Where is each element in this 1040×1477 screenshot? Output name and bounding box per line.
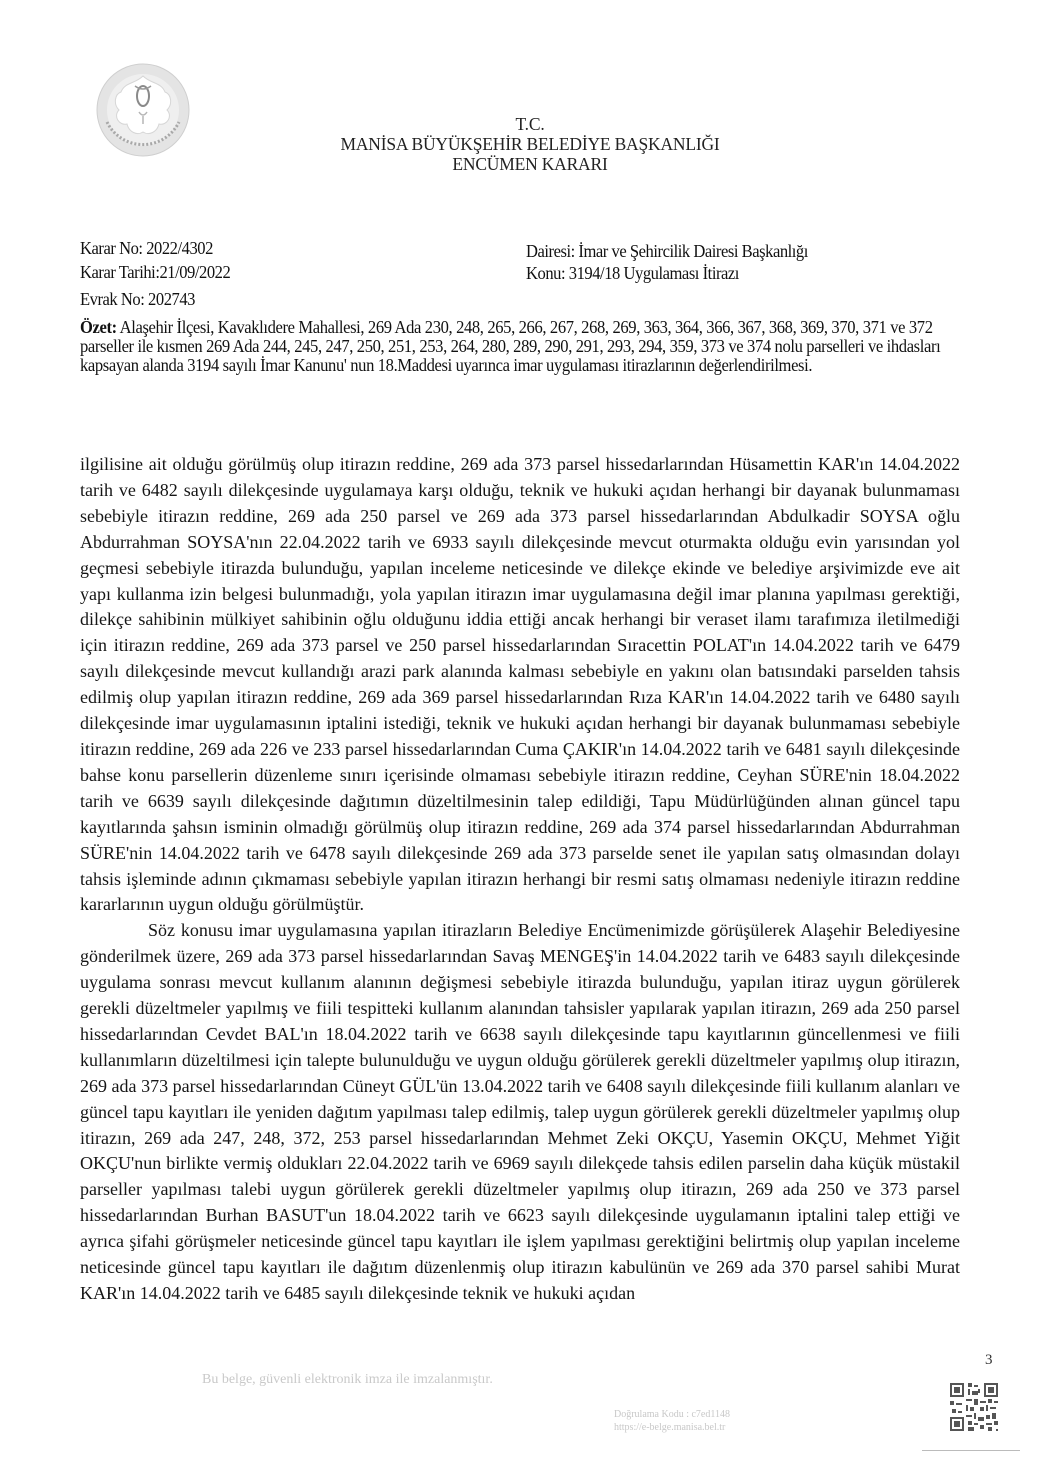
header-institution: MANİSA BÜYÜKŞEHİR BELEDİYE BAŞKANLIĞI [340, 134, 720, 154]
summary-section [80, 318, 959, 375]
decision-date: Karar Tarihi:21/09/2022 [80, 262, 231, 282]
document-body [80, 452, 960, 1307]
header-tc: T.C. [515, 114, 545, 134]
body-paragraph-2: Söz konusu imar uygulamasına yapılan itirazların Belediye Encümenimizde görüşülerek Alaşehir Belediyesine gönderilmek üzere, 269 ada 373 parsel hissedarlarından Savaş MENGEŞ'in 14.04.2022 tarih ve 6483 sayılı dilekçesinde uygulama sonrası mevcut kullanım alanının değişmesi sebebiyle itirazda bulunduğu, yapılan itiraz uygun görülerek gerekli düzeltmeler yapılmış ve fiili tespitteki kullanım alanından tahsisler yapılarak yapılan itirazın, 269 ada 250 parsel hissedarlarından Cevdet BAL'ın 18.04.2022 tarih ve 6638 sayılı dilekçesinde tapu kayıtlarının güncellenmesi ve fiili kullanımların düzeltilmesi için talepte bulunulduğu ve uygun olduğu görülerek gerekli düzeltmeler yapılmış olup itirazın, 269 ada 373 parsel hissedarlarından Cüneyt GÜL'ün 13.04.2022 tarih ve 6408 sayılı dilekçesinde fiili kullanım alanları ve güncel tapu kayıtları ile yeniden dağıtım yapılması talep edilmiş, talep uygun görülerek gerekli düzeltmeler yapılmış olup itirazın, 269 ada 247, 248, 372, 253 parsel hissedarlarından Mehmet Zeki OKÇU, Yasemin OKÇU, Mehmet Yiğit OKÇU'nun birlikte vermiş oldukları 22.04.2022 tarih ve 6969 sayılı dilekçede tahsis edilen parselin daha küçük müstakil parseller yapılması talebi uygun görülerek gerekli düzeltmeler yapılmış olup itirazın, 269 ada 250 ve 373 parsel hissedarlarından Burhan BASUT'un 18.04.2022 tarih ve 6623 sayılı dilekçesinde uygulamanın iptalini talep ettiği ve ayrıca şifahi görüşmeler neticesinde güncel tapu kayıtları ile işlem yapılması gerektiğini belirtmiş olup yapılan inceleme neticesinde güncel tapu kayıtları ile dağıtım düzenlenmiş olup itirazın kabulünün ve 269 ada 370 parsel sahibi Murat KAR'ın 14.04.2022 tarih ve 6485 sayılı dilekçesinde teknik ve hukuki açıdan [80, 920, 960, 1303]
subject: Konu: 3194/18 Uygulaması İtirazı [526, 263, 739, 283]
document-number: Evrak No: 202743 [80, 289, 195, 309]
decision-metadata [80, 236, 230, 311]
municipality-seal-icon [95, 62, 191, 158]
document-header [260, 114, 800, 174]
header-document-type: ENCÜMEN KARARI [452, 154, 608, 174]
decision-number: Karar No: 2022/4302 [80, 238, 213, 258]
summary-label: Özet: [80, 317, 117, 337]
verification-code: Doğrulama Kodu : c7ed1148 [614, 1409, 730, 1420]
qr-underline [922, 1450, 1020, 1451]
qr-code-icon[interactable] [948, 1381, 1000, 1433]
esign-notice: Bu belge, güvenli elektronik imza ile imzalanmıştır. [202, 1372, 493, 1387]
page-number: 3 [985, 1352, 993, 1368]
summary-text: Alaşehir İlçesi, Kavaklıdere Mahallesi, 269 Ada 230, 248, 265, 266, 267, 268, 269, 363, 364, 366, 367, 368, 369, 370, 371 ve 372 parseller ile kısmen 269 Ada 244, 245, 247, 250, 251, 253, 264, 280, 289, 290, 291, 293, 294, 359, 373 ve 374 nolu parselleri ve ihdasları kapsayan alanda 3194 sayılı İmar Kanunu' nun 18.Maddesi uyarınca imar uygulaması itirazlarının değerlendirilmesi. [80, 317, 941, 375]
verification-url[interactable]: https://e-belge.manisa.bel.tr [614, 1422, 726, 1433]
body-paragraph-1: ilgilisine ait olduğu görülmüş olup itirazın reddine, 269 ada 373 parsel hissedarlarından Hüsamettin KAR'ın 14.04.2022 tarih ve 6482 sayılı dilekçesinde uygulamaya karşı olduğu, teknik ve hukuki açıdan herhangi bir dayanak bulunmaması sebebiyle itirazın reddine, 269 ada 250 parsel ve 269 ada 373 parsel hissedarlarından Abdulkadir SOYSA oğlu Abdurrahman SOYSA'nın 22.04.2022 tarih ve 6933 sayılı dilekçesinde mevcut oturmakta olduğu evin yarısından yol geçmesi sebebiyle itirazda bulunduğu, yapılan inceleme neticesinde ve dilekçe ekinde ve belediye arşivimizde eve ait yapı kullanma izin belgesi bulunmadığı, yola yapılan itirazın imar uygulamasına değil imar planına yapılması gerektiği, dilekçe sahibinin mülkiyet sahibinin oğlu olduğunu iddia ettiği ancak herhangi bir veraset ilamı tarafımıza iletilmediği için itirazın reddine, 269 ada 373 parsel ve 250 parsel hissedarlarından Sıracettin POLAT'ın 14.04.2022 tarih ve 6479 sayılı dilekçesinde mevcut kullandığı arazi park alanında kalması sebebiyle en yakını olan batısındaki parselden tahsis edilmiş olup yapılan itirazın reddine, 269 ada 369 parsel hissedarlarından Rıza KAR'ın 14.04.2022 tarih ve 6480 sayılı dilekçesinde imar uygulamasının iptalini istediği, teknik ve hukuki açıdan herhangi bir dayanak bulunmaması sebebiyle itirazın reddine, 269 ada 226 ve 233 parsel hissedarlarından Cuma ÇAKIR'ın 14.04.2022 tarih ve 6481 sayılı dilekçesinde bahse konu parsellerin düzenleme sınırı içerisinde olmaması sebebiyle itirazın reddine, Ceyhan SÜRE'nin 18.04.2022 tarih ve 6639 sayılı dilekçesinde dağıtımın düzeltilmesinin talep edildiği, Tapu Müdürlüğünden alınan güncel tapu kayıtlarında şahsın isminin olmadığı görülmüş olup itirazın reddine, 269 ada 374 parsel hissedarlarından Abdurrahman SÜRE'nin 14.04.2022 tarih ve 6478 sayılı dilekçesinde 269 ada 373 parselde senet ile yapılan satış olmasından dolayı tahsis işleminde adının çıkmaması sebebiyle yapılan itirazın herhangi bir resmi satış olmaması nedeniyle itirazın reddine kararlarının uygun olduğu görülmüştür. [80, 454, 960, 915]
verification-info [614, 1408, 730, 1434]
department: Dairesi: İmar ve Şehircilik Dairesi Başkanlığı [526, 241, 808, 261]
department-metadata [526, 240, 808, 284]
